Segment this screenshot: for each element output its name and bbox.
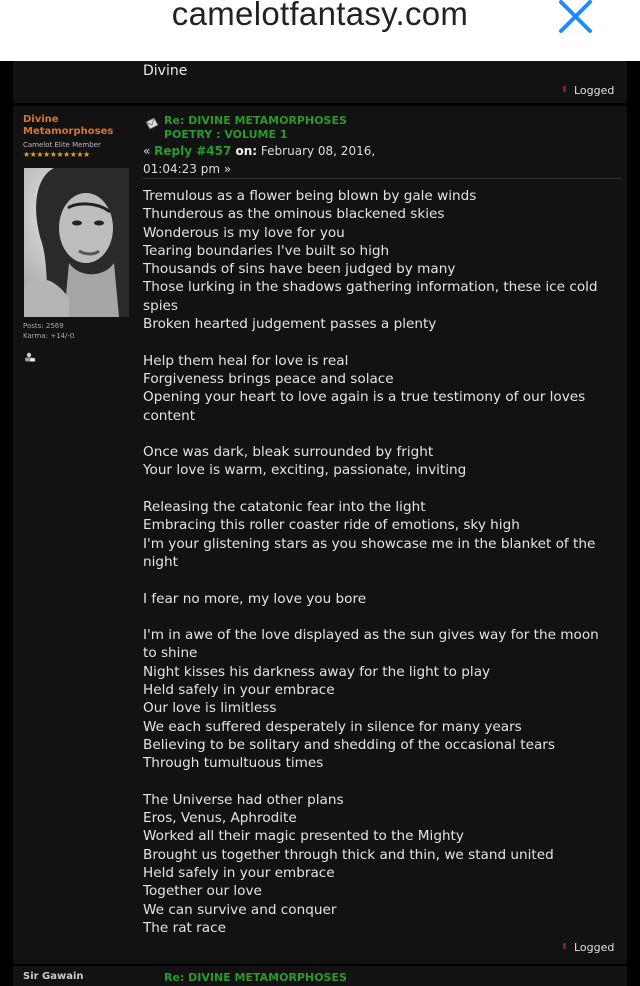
poem-line: We can survive and conquer [143, 901, 337, 918]
stanza-break [143, 773, 623, 791]
post-subject-link[interactable] [164, 114, 347, 142]
karma-count: Karma: +14/-0 [23, 332, 75, 340]
poem-line: Wonderous is my love for you [143, 224, 345, 241]
member-rank: Camelot Elite Member [23, 141, 101, 149]
poem-line: to shine [143, 645, 198, 662]
logged-mark-icon [563, 86, 566, 92]
post-body [143, 187, 623, 937]
post-time: 01:04:23 pm » [143, 162, 232, 176]
poem-line: content [143, 407, 196, 424]
poem-line: Held safely in your embrace [143, 864, 335, 881]
poem-line: Once was dark, bleak surrounded by fright [143, 444, 434, 461]
signature-text: Divine [143, 63, 188, 79]
rank-stars: ★★★★★★★★★★ [23, 150, 90, 159]
poem-line: The Universe had other plans [143, 791, 344, 808]
poem-line: Releasing the catatonic fear into the light [143, 499, 426, 516]
poem-line: Help them heal for love is real [143, 352, 349, 369]
stanza-break [143, 425, 623, 443]
poem-line: I fear no more, my love you bore [143, 590, 367, 607]
forum-post [13, 106, 627, 964]
poem-line: Tremulous as a flower being blown by gale winds [143, 188, 477, 204]
next-post-peek [13, 966, 627, 986]
post-meta [143, 142, 375, 178]
stanza-break [143, 571, 623, 589]
next-poster-name[interactable]: Sir Gawain [23, 971, 84, 982]
stanza-break [143, 333, 623, 351]
poem-line: Held safely in your embrace [143, 682, 335, 699]
logged-label: Logged [574, 84, 615, 97]
poem-line: Through tumultuous times [143, 755, 324, 772]
close-icon[interactable] [556, 0, 596, 36]
poem-line: Brought us together through thick and thin, we stand united [143, 846, 554, 863]
post-subject-line2[interactable]: POETRY : VOLUME 1 [164, 128, 288, 141]
poem-line: Embracing this roller coaster ride of emotions, sky high [143, 517, 520, 534]
poem-line: Broken hearted judgement passes a plenty [143, 316, 437, 333]
poem-line: Our love is limitless [143, 700, 277, 717]
poem-line: Opening your heart to love again is a true testimony of our loves [143, 389, 586, 406]
poster-info [23, 114, 131, 340]
poem-line: Night kisses his darkness away for the light to play [143, 663, 491, 680]
logged-indicator [563, 941, 614, 954]
poster-avatar [24, 168, 129, 317]
personal-message-icon[interactable] [23, 352, 35, 362]
poem-line: I'm in awe of the love displayed as the sun gives way for the moon [143, 627, 599, 644]
poem-line: spies [143, 297, 178, 314]
poem-line: Thunderous as the ominous blackened skies [143, 206, 445, 223]
post-subject-line1[interactable]: Re: DIVINE METAMORPHOSES [164, 114, 347, 127]
post-count: Posts: 2569 [23, 322, 64, 330]
previous-post [13, 61, 627, 103]
poem-line: Believing to be solitary and shedding of the occasional tears [143, 736, 555, 753]
poster-name[interactable] [23, 114, 131, 138]
poem-line: Forgiveness brings peace and solace [143, 370, 394, 387]
poem-line: We each suffered desperately in silence for many years [143, 718, 522, 735]
poem-line: Thousands of sins have been judged by many [143, 261, 456, 278]
message-icon [145, 117, 159, 131]
browser-address-bar [0, 0, 640, 61]
header-divider [143, 178, 621, 179]
post-meta-line1 [143, 142, 375, 160]
post-date: February 08, 2016, [257, 144, 376, 158]
stanza-break [143, 608, 623, 626]
next-post-subject[interactable]: Re: DIVINE METAMORPHOSES [164, 971, 347, 984]
poem-line: Worked all their magic presented to the Mighty [143, 828, 464, 845]
poem-line: Together our love [143, 883, 262, 900]
site-domain[interactable]: camelotfantasy.com [171, 0, 469, 32]
poem-line: The rat race [143, 919, 226, 936]
logged-label: Logged [574, 941, 615, 954]
poem-line: night [143, 553, 178, 570]
meta-prefix: « [143, 144, 155, 158]
poster-name-line1[interactable]: Divine [23, 114, 59, 125]
on-label: on: [231, 144, 258, 158]
reply-number-link[interactable]: Reply #457 [154, 144, 232, 158]
poem-line: Eros, Venus, Aphrodite [143, 810, 297, 827]
logged-indicator [563, 84, 614, 97]
stanza-break [143, 480, 623, 498]
poem-line: I'm your glistening stars as you showcase me in the blanket of the [143, 535, 596, 552]
logged-mark-icon [563, 943, 566, 949]
poem-line: Tearing boundaries I've built so high [143, 242, 390, 259]
poster-name-line2[interactable]: Metamorphoses [23, 126, 114, 137]
poem-line: Your love is warm, exciting, passionate, inviting [143, 462, 467, 479]
poem-line: Those lurking in the shadows gathering information, these ice cold [143, 279, 598, 296]
